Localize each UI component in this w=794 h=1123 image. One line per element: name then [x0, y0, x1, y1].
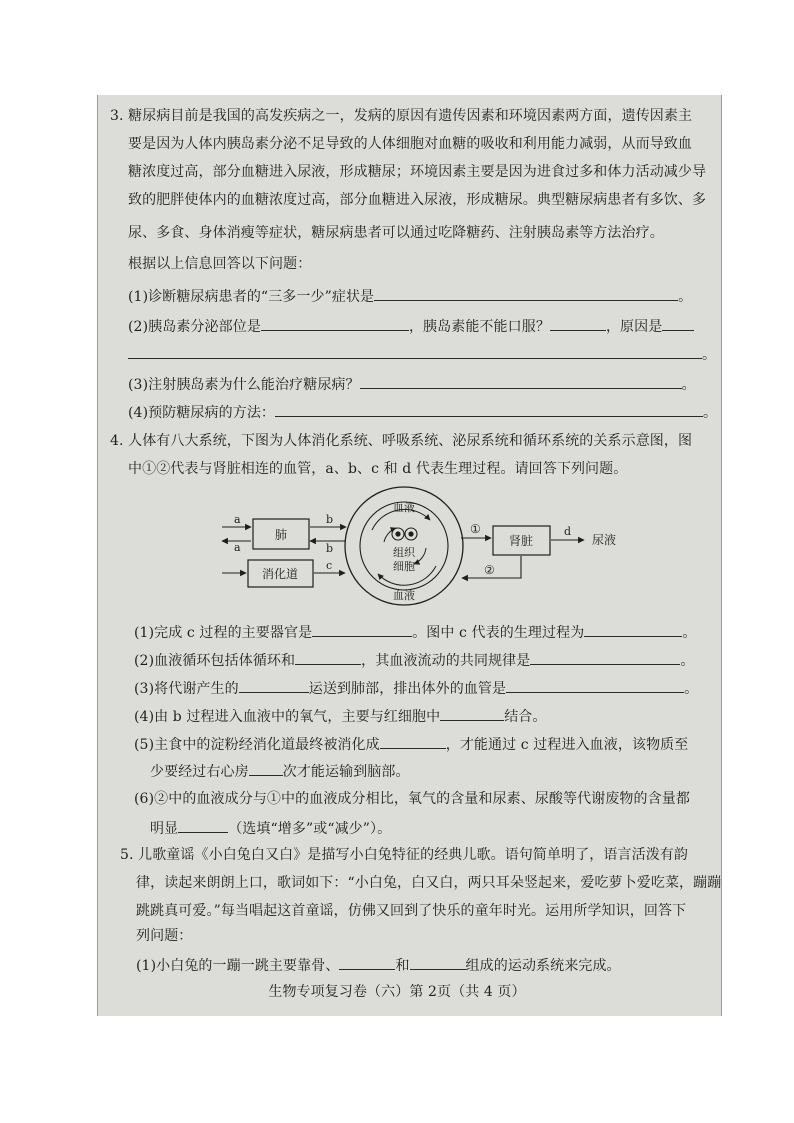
q3-sub-2-text-b: ，胰岛素能不能口服？	[408, 319, 550, 335]
q5-line-2: 律，读起来朗朗上口，歌词如下：“小白兔，白又白，两只耳朵竖起来，爱吃萝卜爱吃菜，蹦蹦	[136, 875, 722, 891]
label-c: c	[326, 559, 333, 572]
answer-blank[interactable]	[339, 955, 395, 970]
answer-blank[interactable]	[506, 678, 684, 693]
cell-nucleus-icon	[408, 531, 413, 536]
cell-nucleus-icon	[395, 531, 400, 536]
period: 。	[702, 347, 717, 363]
q5-sub-1-text-a: (1)小白兔的一蹦一跳主要靠骨、	[136, 958, 340, 974]
answer-blank[interactable]	[249, 761, 283, 776]
answer-blank[interactable]	[239, 678, 309, 693]
q4-sub-1-text-b: 。图中 c 代表的生理过程为	[412, 625, 585, 641]
q3-line-1: 3. 糖尿病目前是我国的高发疾病之一，发病的原因有遗传因素和环境因素两方面，遗传因素主	[110, 108, 693, 124]
q5-line-1: 5. 儿歌童谣《小白兔白又白》是描写小白兔特征的经典儿歌。语句简单明了，语言活泼有韵	[120, 847, 689, 863]
flow-arc	[414, 548, 426, 564]
vessel-1-label: ①	[470, 522, 481, 536]
q4-sub-2-text-b: ，其血液流动的共同规律是	[361, 653, 531, 669]
q3-line-5: 尿、多食、身体消瘦等症状，糖尿病患者可以通过吃降糖药、注射胰岛素等方法治疗。	[128, 225, 664, 241]
q4-line-1: 4. 人体有八大系统，下图为人体消化系统、呼吸系统、泌尿系统和循环系统的关系示意图，图	[110, 433, 693, 449]
label-b-top: b	[326, 513, 334, 526]
q5-sub-1	[136, 955, 621, 975]
q4-sub-5-text-a: (5)主食中的淀粉经消化道最终被消化成	[134, 737, 380, 753]
q3-prompt: 根据以上信息回答以下问题：	[128, 256, 312, 272]
q4-sub-6-line-2	[150, 818, 391, 838]
q4-sub-3-text-a: (3)将代谢产生的	[134, 681, 239, 697]
q5-line-3: 跳跳真可爱。”每当唱起这首童谣，仿佛又回到了快乐的童年时光。运用所学知识，回答下	[136, 903, 687, 919]
kidney-label: 肾脏	[508, 534, 534, 548]
period: 。	[703, 405, 718, 421]
q3-line-3: 糖浓度过高，部分血糖进入尿液，形成糖尿；环境因素主要是因为进食过多和体力活动减少导	[128, 164, 707, 180]
q4-sub-5-line-2	[150, 761, 410, 781]
answer-blank[interactable]	[380, 734, 446, 749]
blood-label-top: 血液	[393, 501, 415, 514]
q5-sub-1-text-b: 和	[395, 958, 410, 974]
period: 。	[684, 681, 699, 697]
q3-sub-2-text-a: (2)胰岛素分泌部位是	[128, 319, 261, 335]
digestive-label: 消化道	[261, 567, 299, 581]
q3-sub-4-text: (4)预防糖尿病的方法：	[128, 405, 276, 421]
tissue-label-1: 组织	[393, 546, 415, 559]
q3-line-4: 致的肥胖使体内的血糖浓度过高，部分血糖进入尿液，形成糖尿。典型糖尿病患者有多饮、多	[128, 192, 707, 208]
q4-sub-4	[134, 706, 547, 726]
period: 。	[681, 377, 696, 393]
page-footer: 生物专项复习卷（六）第 2页（共 4 页）	[268, 984, 526, 1000]
q3-sub-2-text-c: ，原因是	[605, 319, 663, 335]
q3-sub-3-text: (3)注射胰岛素为什么能治疗糖尿病？	[128, 377, 360, 393]
period: 。	[678, 289, 693, 305]
q4-sub-3	[134, 678, 698, 698]
q4-sub-3-text-b: 运送到肺部，排出体外的血管是	[308, 681, 507, 697]
q4-sub-5-text-c: 少要经过右心房	[150, 764, 249, 780]
blood-label-bottom: 血液	[393, 589, 415, 602]
q4-sub-6: (6)②中的血液成分与①中的血液成分相比，氧气的含量和尿素、尿酸等代谢废物的含量都	[134, 791, 690, 807]
label-d: d	[564, 525, 572, 538]
tissue-label-2: 细胞	[393, 560, 415, 573]
q4-sub-6-text-b: 明显	[150, 821, 179, 837]
vessel-2-label: ②	[484, 563, 495, 577]
q4-sub-5-text-b: ，才能通过 c 过程进入血液，该物质至	[445, 737, 689, 753]
answer-blank[interactable]	[295, 650, 361, 665]
q4-sub-2-text-a: (2)血液循环包括体循环和	[134, 653, 296, 669]
q4-sub-4-text-b: 结合。	[504, 709, 547, 725]
urine-label: 尿液	[592, 533, 617, 547]
answer-blank[interactable]	[440, 706, 504, 721]
q5-sub-1-text-c: 组成的运动系统来完成。	[465, 958, 621, 974]
q4-sub-6-text-c: （选填“增多”或“减少”）。	[228, 821, 392, 837]
answer-blank[interactable]	[178, 818, 228, 833]
q4-sub-1-text-a: (1)完成 c 过程的主要器官是	[134, 625, 313, 641]
period: 。	[680, 653, 695, 669]
q4-line-2: 中①②代表与肾脏相连的血管，a、b、c 和 d 代表生理过程。请回答下列问题。	[128, 461, 628, 477]
q4-sub-1	[134, 622, 696, 642]
q3-line-2: 要是因为人体内胰岛素分泌不足导致的人体细胞对血糖的吸收和利用能力减弱，从而导致血	[128, 136, 692, 152]
label-b-bottom: b	[326, 542, 334, 555]
answer-blank[interactable]	[410, 955, 466, 970]
q4-sub-5-text-d: 次才能运输到脑部。	[282, 764, 410, 780]
lung-label: 肺	[274, 528, 288, 542]
q3-sub-1-text: (1)诊断糖尿病患者的“三多一少”症状是	[128, 289, 375, 305]
q4-sub-2	[134, 650, 694, 670]
answer-blank[interactable]	[584, 622, 682, 637]
answer-blank[interactable]	[312, 622, 412, 637]
q4-sub-5	[134, 734, 688, 754]
label-a-bottom: a	[234, 541, 241, 554]
answer-blank[interactable]	[530, 650, 680, 665]
period: 。	[682, 625, 697, 641]
label-a-top: a	[234, 513, 241, 526]
q4-sub-4-text-a: (4)由 b 过程进入血液中的氧气，主要与红细胞中	[134, 709, 441, 725]
q5-line-4: 列问题：	[136, 928, 193, 944]
